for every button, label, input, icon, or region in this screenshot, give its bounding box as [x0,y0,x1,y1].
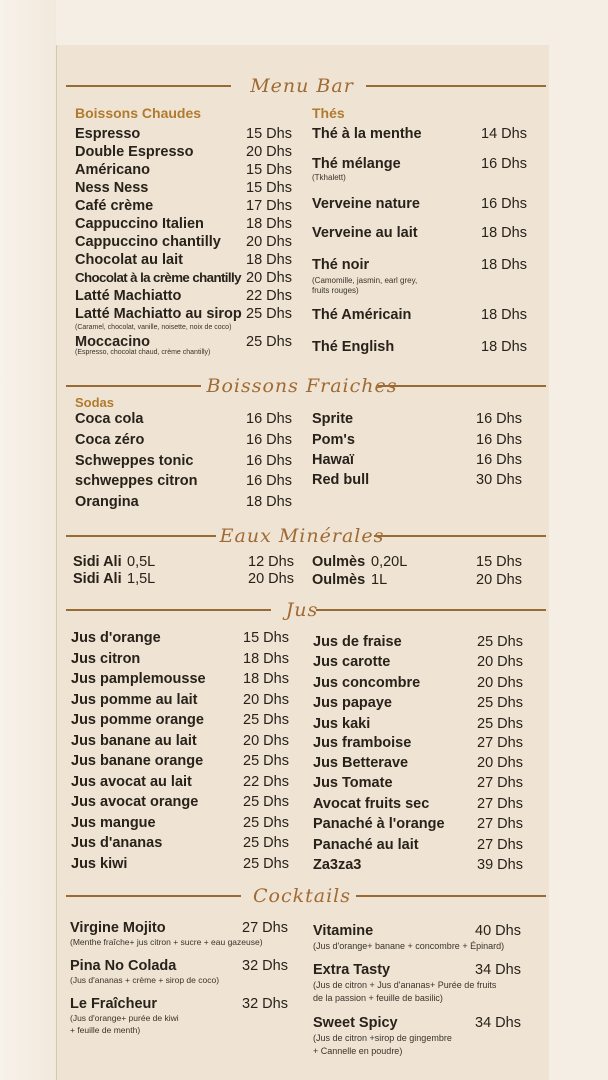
menu-item-price: 18 Dhs [481,225,527,241]
menu-item-price: 32 Dhs [242,996,288,1012]
menu-item-description: + Cannelle en poudre) [313,1046,403,1056]
menu-item-price: 18 Dhs [246,252,292,268]
menu-item-price: 18 Dhs [243,651,289,667]
menu-item-price: 25 Dhs [243,835,289,851]
menu-item-name: Thé à la menthe [312,126,422,142]
menu-item-price: 25 Dhs [477,716,523,732]
menu-item-description: (Caramel, chocolat, vanille, noisette, noix de coco) [75,324,232,331]
category-thes: Thés [312,105,345,121]
menu-item-name: Latté Machiatto [75,288,182,304]
menu-item-name: Coca cola [75,411,144,427]
menu-item-price: 27 Dhs [477,837,523,853]
menu-item-name: Thé English [312,339,395,355]
menu-item-name: Jus framboise [313,735,412,751]
menu-item-name: Moccacino [75,334,150,350]
boissons-fraiches-header [56,372,548,400]
menu-item-size: 0,20L [371,554,408,570]
menu-item-name: Orangina [75,494,139,510]
menu-item-price: 17 Dhs [246,198,292,214]
menu-item-name: Jus papaye [313,695,392,711]
section-title-cocktails: Cocktails [253,885,351,907]
menu-item-name: Latté Machiatto au sirop [75,306,242,322]
menu-item-name: Oulmès [312,554,366,570]
menu-item-name: Panaché au lait [313,837,419,853]
menu-item-price: 25 Dhs [243,712,289,728]
menu-item-name: Sweet Spicy [313,1015,398,1031]
menu-item-price: 25 Dhs [243,856,289,872]
menu-item-price: 18 Dhs [246,216,292,232]
menu-item-name: Jus pomme orange [71,712,204,728]
category-boissons-chaudes: Boissons Chaudes [75,105,202,121]
menu-item-name: Red bull [312,472,370,488]
menu-item-price: 34 Dhs [475,1015,521,1031]
menu-item-name: Hawaï [312,452,354,468]
menu-item-name: Américano [75,162,150,178]
menu-item-name: Jus banane orange [71,753,204,769]
menu-item-price: 39 Dhs [477,857,523,873]
menu-item-name: Pina No Colada [70,958,177,974]
menu-item-name: Virgine Mojito [70,920,166,936]
menu-item-price: 15 Dhs [246,126,292,142]
menu-item-name: Jus banane au lait [71,733,197,749]
menu-item-price: 25 Dhs [243,794,289,810]
menu-item-name: Jus Betterave [313,755,409,771]
menu-item-name: Jus pamplemousse [71,671,206,687]
menu-item-name: Thé mélange [312,156,401,172]
menu-item-price: 16 Dhs [476,411,522,427]
menu-item-price: 15 Dhs [246,180,292,196]
menu-item-name: Pom's [312,432,355,448]
menu-item-name: Ness Ness [75,180,149,196]
menu-bar-header [56,72,548,100]
section-title-eaux-minerales: Eaux Minérales [219,525,385,547]
menu-item-name: Sprite [312,411,354,427]
menu-item-price: 14 Dhs [481,126,527,142]
menu-item-description: de la passion + feuille de basilic) [313,993,443,1003]
menu-item-price: 16 Dhs [476,452,522,468]
menu-item-price: 15 Dhs [246,162,292,178]
menu-item-price: 16 Dhs [246,432,292,448]
menu-item-price: 20 Dhs [243,692,289,708]
section-title-jus: Jus [285,599,319,621]
menu-item-price: 25 Dhs [477,634,523,650]
menu-item-price: 18 Dhs [481,307,527,323]
menu-item-price: 16 Dhs [476,432,522,448]
menu-item-name: Double Espresso [75,144,194,160]
menu-item-price: 25 Dhs [477,695,523,711]
menu-item-price: 16 Dhs [246,411,292,427]
menu-item-price: 20 Dhs [248,571,294,587]
menu-item-description: (Camomille, jasmin, earl grey, [312,276,418,285]
menu-item-name: Verveine au lait [312,225,418,241]
section-title-menu-bar: Menu Bar [250,75,354,97]
left-margin [0,0,56,1080]
menu-item-name: Jus kiwi [71,856,128,872]
menu-item-name: Avocat fruits sec [313,796,430,812]
menu-item-name: Vitamine [313,923,374,939]
menu-item-name: Jus d'ananas [71,835,163,851]
menu-item-description: (Jus d'orange+ purée de kiwi [70,1013,179,1023]
menu-item-price: 16 Dhs [481,196,527,212]
menu-item-name: Schweppes tonic [75,453,194,469]
menu-item-name: Jus mangue [71,815,156,831]
menu-item-price: 25 Dhs [243,753,289,769]
menu-item-price: 12 Dhs [248,554,294,570]
menu-item-name: Jus concombre [313,675,421,691]
menu-item-price: 32 Dhs [242,958,288,974]
menu-item-name: Chocolat à la crème chantilly [75,270,241,285]
menu-item-name: Espresso [75,126,141,142]
menu-item-price: 22 Dhs [243,774,289,790]
menu-item-name: Sidi Ali [73,554,122,570]
menu-item-price: 16 Dhs [246,453,292,469]
menu-item-name: Za3za3 [313,857,362,873]
menu-item-description: (Tkhalett) [312,173,346,182]
menu-item-price: 20 Dhs [477,654,523,670]
menu-item-price: 18 Dhs [243,671,289,687]
menu-item-name: Chocolat au lait [75,252,183,268]
menu-item-description: (Jus de citron + Jus d'ananas+ Purée de fruits [313,980,497,990]
menu-item-description: (Espresso, chocolat chaud, crème chantilly) [75,349,211,356]
menu-item-price: 22 Dhs [246,288,292,304]
menu-item-name: Thé noir [312,257,370,273]
menu-item-price: 30 Dhs [476,472,522,488]
menu-item-name: Jus avocat orange [71,794,199,810]
eaux-minerales-header [56,522,548,550]
menu-item-name: Oulmès [312,572,366,588]
menu-item-price: 27 Dhs [477,775,523,791]
menu-item-price: 15 Dhs [476,554,522,570]
menu-item-name: Le Fraîcheur [70,996,158,1012]
menu-item-name: Café crème [75,198,154,214]
menu-item-price: 20 Dhs [246,144,292,160]
menu-item-price: 27 Dhs [242,920,288,936]
menu-item-name: Jus Tomate [313,775,393,791]
menu-item-price: 18 Dhs [246,494,292,510]
menu-item-price: 27 Dhs [477,796,523,812]
menu-item-name: Verveine nature [312,196,420,212]
menu-item-price: 25 Dhs [246,334,292,350]
category-sodas: Sodas [75,395,115,410]
menu-item-description: (Jus d'ananas + crème + sirop de coco) [70,975,220,985]
menu-item-size: 1,5L [127,571,156,587]
menu-item-name: Panaché à l'orange [313,816,445,832]
menu-item-description: + feuille de menth) [70,1025,141,1035]
menu-item-name: Extra Tasty [313,962,391,978]
menu-item-price: 20 Dhs [476,572,522,588]
menu-item-name: Jus d'orange [71,630,161,646]
menu-item-price: 27 Dhs [477,816,523,832]
menu-item-name: Jus pomme au lait [71,692,198,708]
menu-item-price: 20 Dhs [477,755,523,771]
menu-item-description: (Jus de citron +sirop de gingembre [313,1033,452,1043]
menu-item-name: schweppes citron [75,473,198,489]
menu-item-price: 16 Dhs [481,156,527,172]
menu-item-name: Cappuccino Italien [75,216,204,232]
menu-item-name: Cappuccino chantilly [75,234,221,250]
section-title-boissons-fraiches: Boissons Fraiches [206,375,398,397]
menu-item-price: 20 Dhs [246,234,292,250]
menu-item-price: 40 Dhs [475,923,521,939]
menu-item-description: fruits rouges) [312,286,359,295]
menu-item-price: 16 Dhs [246,473,292,489]
menu-item-price: 25 Dhs [246,306,292,322]
menu-item-price: 20 Dhs [243,733,289,749]
menu-item-name: Jus de fraise [313,634,402,650]
menu-item-price: 18 Dhs [481,339,527,355]
menu-item-price: 15 Dhs [243,630,289,646]
menu-item-name: Coca zéro [75,432,145,448]
menu-item-description: (Menthe fraîche+ jus citron + sucre + eau gazeuse) [70,937,263,947]
menu-item-name: Thé Américain [312,307,412,323]
menu-item-name: Jus avocat au lait [71,774,192,790]
menu-item-name: Jus carotte [313,654,391,670]
menu-item-size: 1L [371,572,388,588]
menu-item-name: Jus kaki [313,716,371,732]
cocktails-header [56,882,548,910]
menu-item-price: 18 Dhs [481,257,527,273]
jus-header [56,596,548,624]
menu-item-price: 20 Dhs [477,675,523,691]
menu-item-price: 34 Dhs [475,962,521,978]
menu-item-price: 25 Dhs [243,815,289,831]
menu-item-description: (Jus d'orange+ banane + concombre + Épinard) [313,941,505,951]
menu-item-price: 27 Dhs [477,735,523,751]
menu-item-name: Sidi Ali [73,571,122,587]
menu-item-price: 20 Dhs [246,270,292,286]
menu-item-name: Jus citron [71,651,141,667]
menu-item-size: 0,5L [127,554,156,570]
